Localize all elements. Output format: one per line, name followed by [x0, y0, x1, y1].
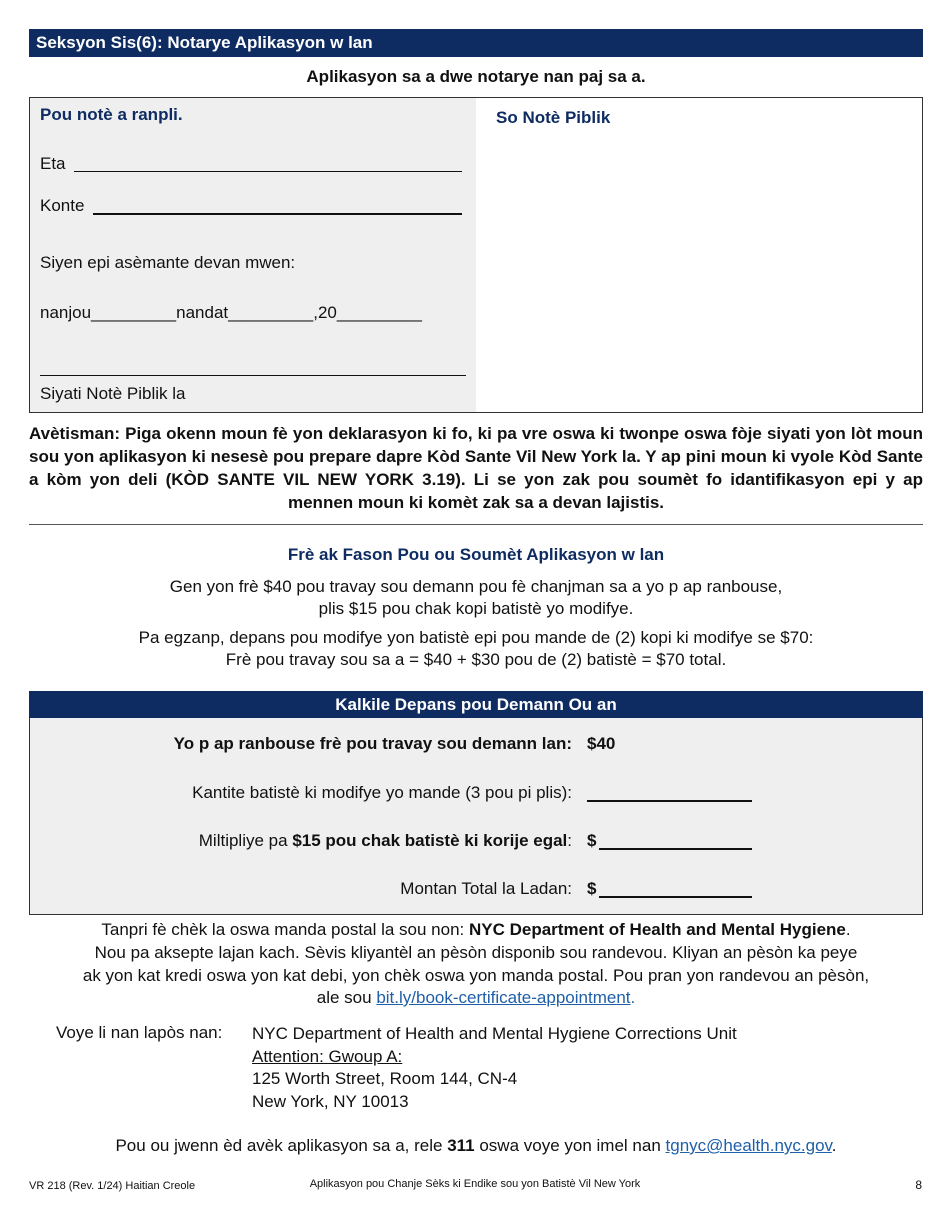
section-subtitle: Aplikasyon sa a dwe notarye nan paj sa a. [306, 67, 646, 86]
fees-title: Frè ak Fason Pou ou Soumèt Aplikasyon w lan [287, 545, 665, 564]
payment-line4-pre: ale sou [316, 988, 377, 1007]
warning-text: Avètisman: Piga okenn moun fè yon deklarasyon ki fo, ki pa vre oswa ki twonpe oswa fòje siyati yon lòt moun sou yon aplikasyon ki nesesè pou prepare dapre Kòd Sante Vil New York la. Y ap pini moun ki vyole Kòd Sante a kòm yon deli (KÒD SANTE VIL NEW YORK 3.19). Li se yon zak pou soumèt fo idantifikasyon epi y ap mennen moun ki komèt zak sa a devan lajistis. [29, 424, 923, 512]
signature-line[interactable] [40, 375, 466, 376]
multiplied-field[interactable] [599, 848, 752, 850]
notary-seal-title: So Notè Piblik [496, 108, 611, 127]
help-phone: 311 [447, 1136, 475, 1155]
calc-header [29, 691, 923, 719]
notary-fill-title: Pou notè a ranpli. [40, 105, 183, 124]
state-label: Eta [40, 154, 66, 173]
footer-form-id: VR 218 (Rev. 1/24) Haitian Creole [29, 1180, 196, 1192]
fees-line-3: Pa egzanp, depans pou modifye yon batistè epi pou mande de (2) kopi ki modifye se $70: [138, 628, 814, 647]
mailing-line-1: NYC Department of Health and Mental Hygiene Corrections Unit [252, 1024, 737, 1043]
help-mid: oswa voye yon imel nan [474, 1136, 666, 1155]
copies-field[interactable] [587, 800, 752, 802]
calc-header-text: Kalkile Depans pou Demann Ou an [335, 695, 617, 714]
appointment-link[interactable]: bit.ly/book-certificate-appointment [376, 988, 631, 1007]
calc-row4-prefix: $ [587, 879, 597, 898]
date-line[interactable]: nanjou_________nandat_________,20_________ [40, 303, 422, 322]
calc-row3-label-bold: $15 pou chak batistè ki korije egal [292, 831, 568, 850]
payment-line-1 [29, 920, 923, 940]
payment-line-4 [29, 988, 923, 1008]
calc-row1-label: Yo p ap ranbouse frè pou travay sou demann lan: [173, 734, 572, 753]
calc-row4-label: Montan Total la Ladan: [400, 879, 572, 898]
footer-title: Aplikasyon pou Chanje Sèks ki Endike sou yon Batistè Vil New York [309, 1178, 641, 1190]
signature-label: Siyati Notè Piblik la [40, 384, 186, 403]
mailing-line-2: Attention: Gwoup A: [252, 1046, 403, 1066]
mailing-line-4: New York, NY 10013 [252, 1091, 409, 1111]
payment-line4-post: . [630, 988, 636, 1007]
mailing-line-3: 125 Worth Street, Room 144, CN-4 [252, 1069, 518, 1088]
county-field[interactable] [93, 213, 462, 215]
payment-line1-post: . [845, 920, 851, 939]
section-header [29, 29, 923, 57]
state-field[interactable] [74, 171, 462, 172]
fees-line-2: plis $15 pou chak kopi batistè yo modifye. [318, 599, 634, 618]
calc-box [29, 718, 923, 915]
county-label: Konte [40, 196, 85, 215]
section-header-text: Seksyon Sis(6): Notarye Aplikasyon w lan [36, 33, 373, 52]
calc-row3-label [199, 831, 572, 851]
payee-name: NYC Department of Health and Mental Hygiene [468, 920, 846, 939]
notary-fill-area [30, 98, 476, 412]
mailing-address [252, 1023, 737, 1113]
fees-line-1: Gen yon frè $40 pou travay sou demann pou fè chanjman sa a yo p ap ranbouse, [169, 577, 783, 596]
payment-line-2: Nou pa aksepte lajan kach. Sèvis kliyantèl an pèsòn disponib sou randevou. Kliyan an pèsòn ka peye [94, 943, 858, 962]
help-pre: Pou ou jwenn èd avèk aplikasyon sa a, rele [115, 1136, 448, 1155]
calc-row3-label-post: : [567, 831, 572, 850]
total-field[interactable] [599, 896, 752, 898]
help-post: . [831, 1136, 837, 1155]
help-email-link[interactable]: tgnyc@health.nyc.gov [665, 1136, 832, 1155]
help-line [29, 1136, 923, 1156]
calc-row3-prefix: $ [587, 831, 597, 850]
payment-line-3: ak yon kat kredi oswa yon kat debi, yon chèk oswa yon manda postal. Pou pran yon randevou an pèsòn, [82, 966, 870, 985]
mailing-label: Voye li nan lapòs nan: [56, 1023, 223, 1042]
calc-row1-value: $40 [587, 734, 616, 753]
payment-line1-pre: Tanpri fè chèk la oswa manda postal la sou non: [101, 920, 469, 939]
divider [29, 524, 923, 525]
page-number: 8 [915, 1178, 922, 1192]
sworn-label: Siyen epi asèmante devan mwen: [40, 253, 296, 272]
calc-row2-label: Kantite batistè ki modifye yo mande (3 pou pi plis): [192, 783, 572, 802]
calc-row3-label-pre: Miltipliye pa [198, 831, 293, 850]
fees-line-4: Frè pou travay sou sa a = $40 + $30 pou de (2) batistè = $70 total. [225, 650, 727, 669]
notary-box [29, 97, 923, 413]
